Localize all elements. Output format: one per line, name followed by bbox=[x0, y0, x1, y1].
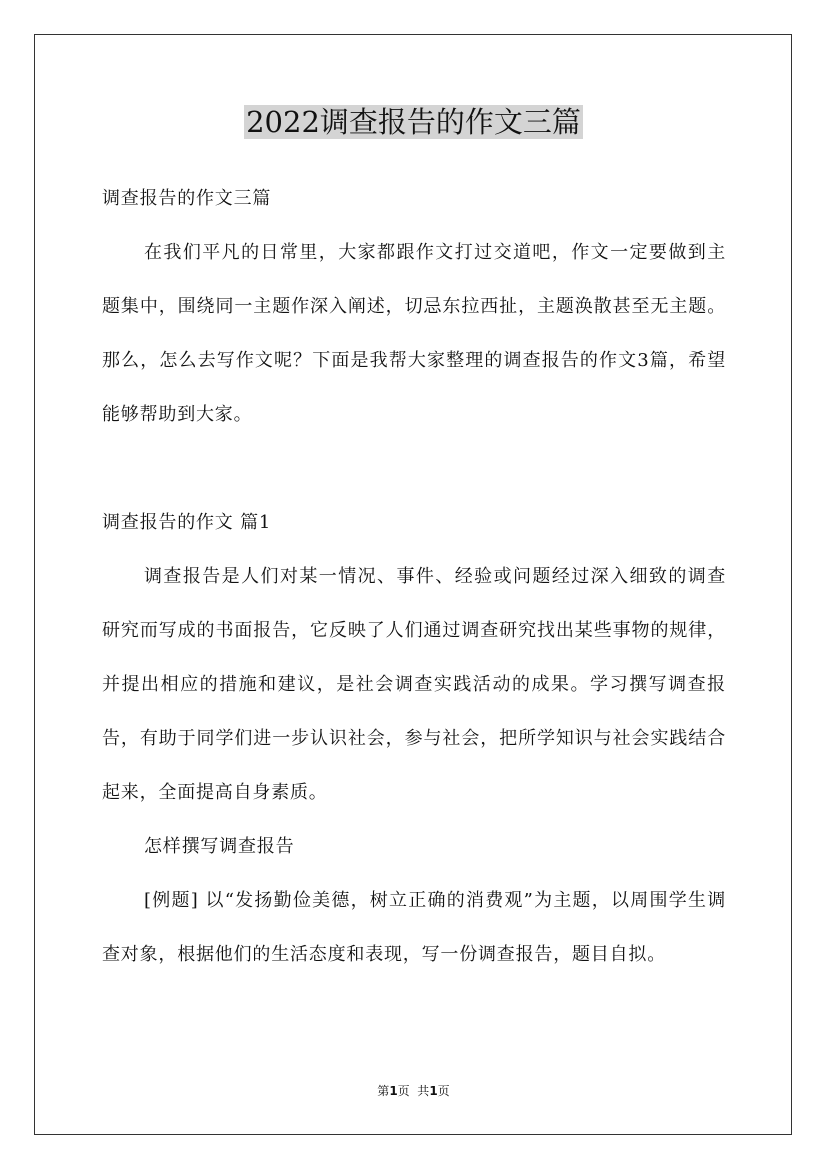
title-text: 2022调查报告的作文三篇 bbox=[246, 105, 581, 139]
footer-page-suffix: 页 bbox=[437, 1084, 450, 1098]
section-heading: 调查报告的作文 篇1 bbox=[102, 512, 272, 533]
page-footer bbox=[0, 1082, 827, 1100]
document-title bbox=[0, 102, 827, 142]
intro-paragraph: 在我们平凡的日常里，大家都跟作文打过交道吧，作文一定要做到主题集中，围绕同一主题作深入阐述，切忌东拉西扯，主题涣散甚至无主题。那么，怎么去写作文呢？下面是我帮大家整理的调查报告的作文3篇，希望能够帮助到大家。 bbox=[102, 242, 726, 425]
footer-page-current: 1 bbox=[389, 1084, 398, 1098]
section-subheading: 怎样撰写调查报告 bbox=[144, 836, 295, 857]
example-paragraph: [例题] 以“发扬勤俭美德，树立正确的消费观”为主题，以周围学生调查对象，根据他们的生活态度和表现，写一份调查报告，题目自拟。 bbox=[102, 890, 726, 965]
subtitle: 调查报告的作文三篇 bbox=[102, 188, 272, 209]
section-paragraph: 调查报告是人们对某一情况、事件、经验或问题经过深入细致的调查研究而写成的书面报告，它反映了人们通过调查研究找出某些事物的规律，并提出相应的措施和建议，是社会调查实践活动的成果。学习撰写调查报告，有助于同学们进一步认识社会，参与社会，把所学知识与社会实践结合起来，全面提高自身素质。 bbox=[102, 566, 726, 803]
footer-page-mid: 页 共 bbox=[397, 1084, 430, 1098]
footer-page-prefix: 第 bbox=[377, 1084, 390, 1098]
document-body bbox=[102, 172, 726, 982]
blank-line bbox=[102, 442, 726, 496]
footer-page-total: 1 bbox=[429, 1084, 438, 1098]
